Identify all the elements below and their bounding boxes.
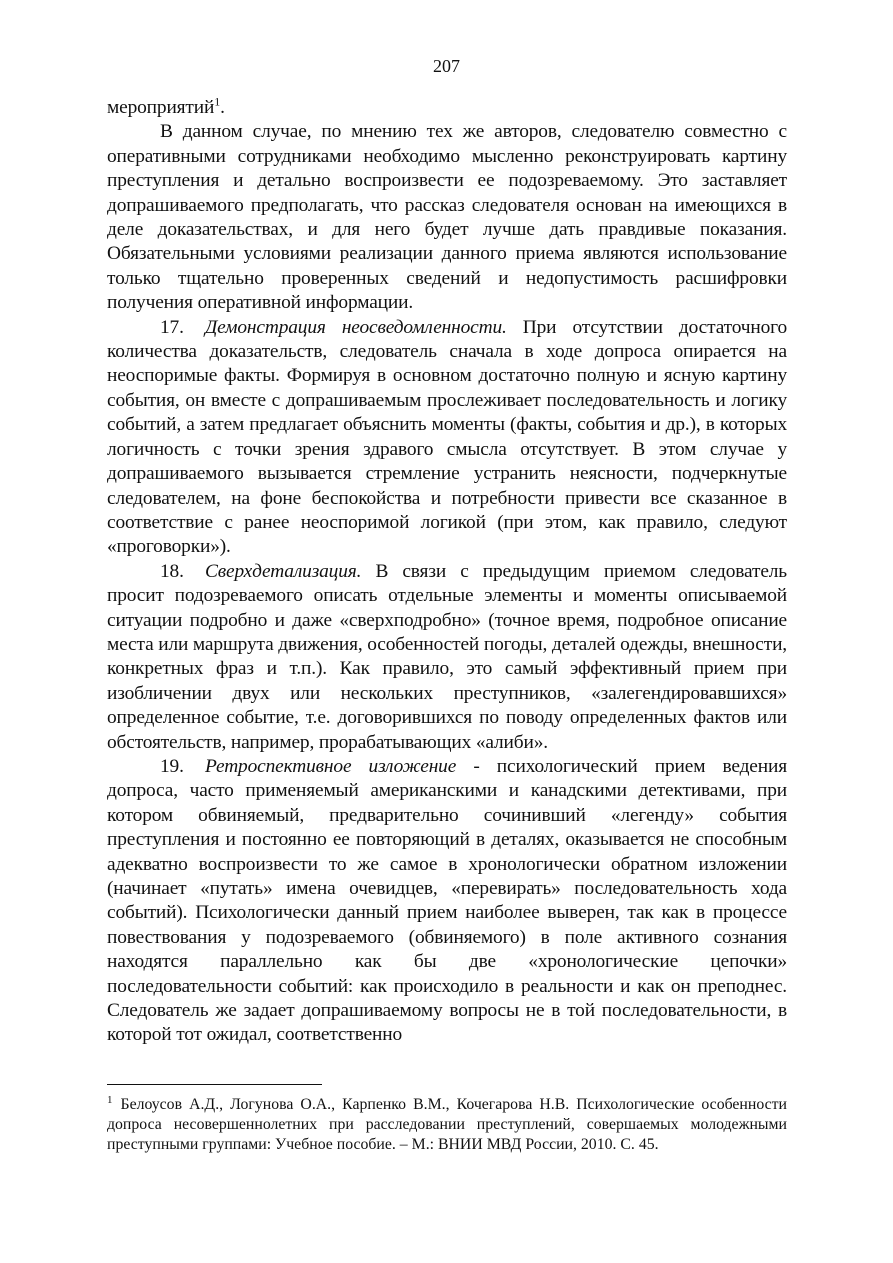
paragraph-text: В связи с предыдущим приемом следователь просит подозреваемого описать отдельные элементы и моменты описываемой ситуации подробно и даже «сверхподробно» (точное время, подробное описание места или маршрута движения, особенностей погоды, деталей одежды, внешности, конкретных фраз и т.п.). Как правило, это самый эффективный прием при изобличении двух или нескольких преступников, «залегендировавшихся» определенное событие, т.е. договорившихся по поводу определенных фактов или обстоятельств, например, прорабатывающих «алиби».	[107, 560, 787, 753]
item-number: 17.	[160, 316, 184, 338]
footnote-divider	[107, 1084, 322, 1085]
footnote-reference: 1	[214, 94, 221, 109]
paragraph-punctuation: .	[220, 97, 225, 118]
paragraph-text: При отсутствии достаточного количества доказательств, следователь сначала в ходе допроса опирается на неоспоримые факты. Формируя в основном достаточно полную и ясную картину события, он вместе с допрашиваемым прослеживает последовательность и логику событий, а затем предлагает объяснить моменты (факты, события и др.), в которых логичность с точки зрения здравого смысла отсутствует. В этом случае у допрашиваемого вызывается стремление устранить неясности, подчеркнутые следователем, на фоне беспокойства и потребности привести все сказанное в соответствие с ранее неоспоримой логикой (при этом, как правило, следуют «проговорки»).	[107, 316, 788, 558]
item-number: 18.	[160, 560, 184, 582]
paragraph-text: - психологический прием ведения допроса, часто применяемый американскими и канадскими детективами, при котором обвиняемый, предварительно сочинивший «легенду» события преступления и постоянно ее повторяющий в деталях, оказывается не способным адекватно воспроизвести то же самое в хронологически обратном изложении (начинает «путать» имена очевидцев, «перевирать» последовательность хода событий). Психологически данный прием наиболее выверен, так как в процессе повествования у подозреваемого (обвиняемого) в поле активного сознания находятся параллельно как бы две «хронологические цепочки» последовательности событий: как происходило в реальности и как он преподнес. Следователь же задает допрашиваемому вопросы не в той последовательности, в которой тот ожидал, соответственно	[107, 755, 787, 1046]
paragraph-continuation	[107, 96, 787, 120]
paragraph-text: В данном случае, по мнению тех же авторов, следователю совместно с оперативными сотрудниками необходимо мысленно реконструировать картину преступления и детально воспроизвести ее подозреваемому. Это заставляет допрашиваемого предполагать, что рассказ следователя основан на имеющихся в деле доказательствах, и для него будет лучше дать правдивые показания. Обязательными условиями реализации данного приема являются использование только тщательно проверенных сведений и недопустимость расшифровки получения оперативной информации.	[107, 121, 787, 314]
item-title: Ретроспективное изложение	[205, 755, 457, 777]
footnote	[107, 1095, 787, 1155]
main-text	[107, 96, 787, 1048]
footnote-text: Белоусов А.Д., Логунова О.А., Карпенко В.М., Кочегарова Н.В. Психологические особенности допроса несовершеннолетних при расследовании преступлений, совершаемых молодежными преступными группами: Учебное пособие. – М.: ВНИИ МВД России, 2010. С. 45.	[107, 1096, 787, 1153]
item-number: 19.	[160, 755, 184, 777]
paragraph-item-19	[107, 755, 787, 1048]
paragraph-item-17	[107, 316, 787, 560]
paragraph	[107, 120, 787, 315]
page-number: 207	[433, 56, 460, 76]
item-title: Демонстрация неосведомленности.	[205, 316, 507, 338]
footnote-marker: 1	[107, 1093, 113, 1106]
paragraph-item-18	[107, 560, 787, 755]
item-title: Сверхдетализация.	[205, 560, 362, 582]
footnote-text-block	[107, 1095, 787, 1155]
paragraph-text: мероприятий	[107, 97, 215, 118]
